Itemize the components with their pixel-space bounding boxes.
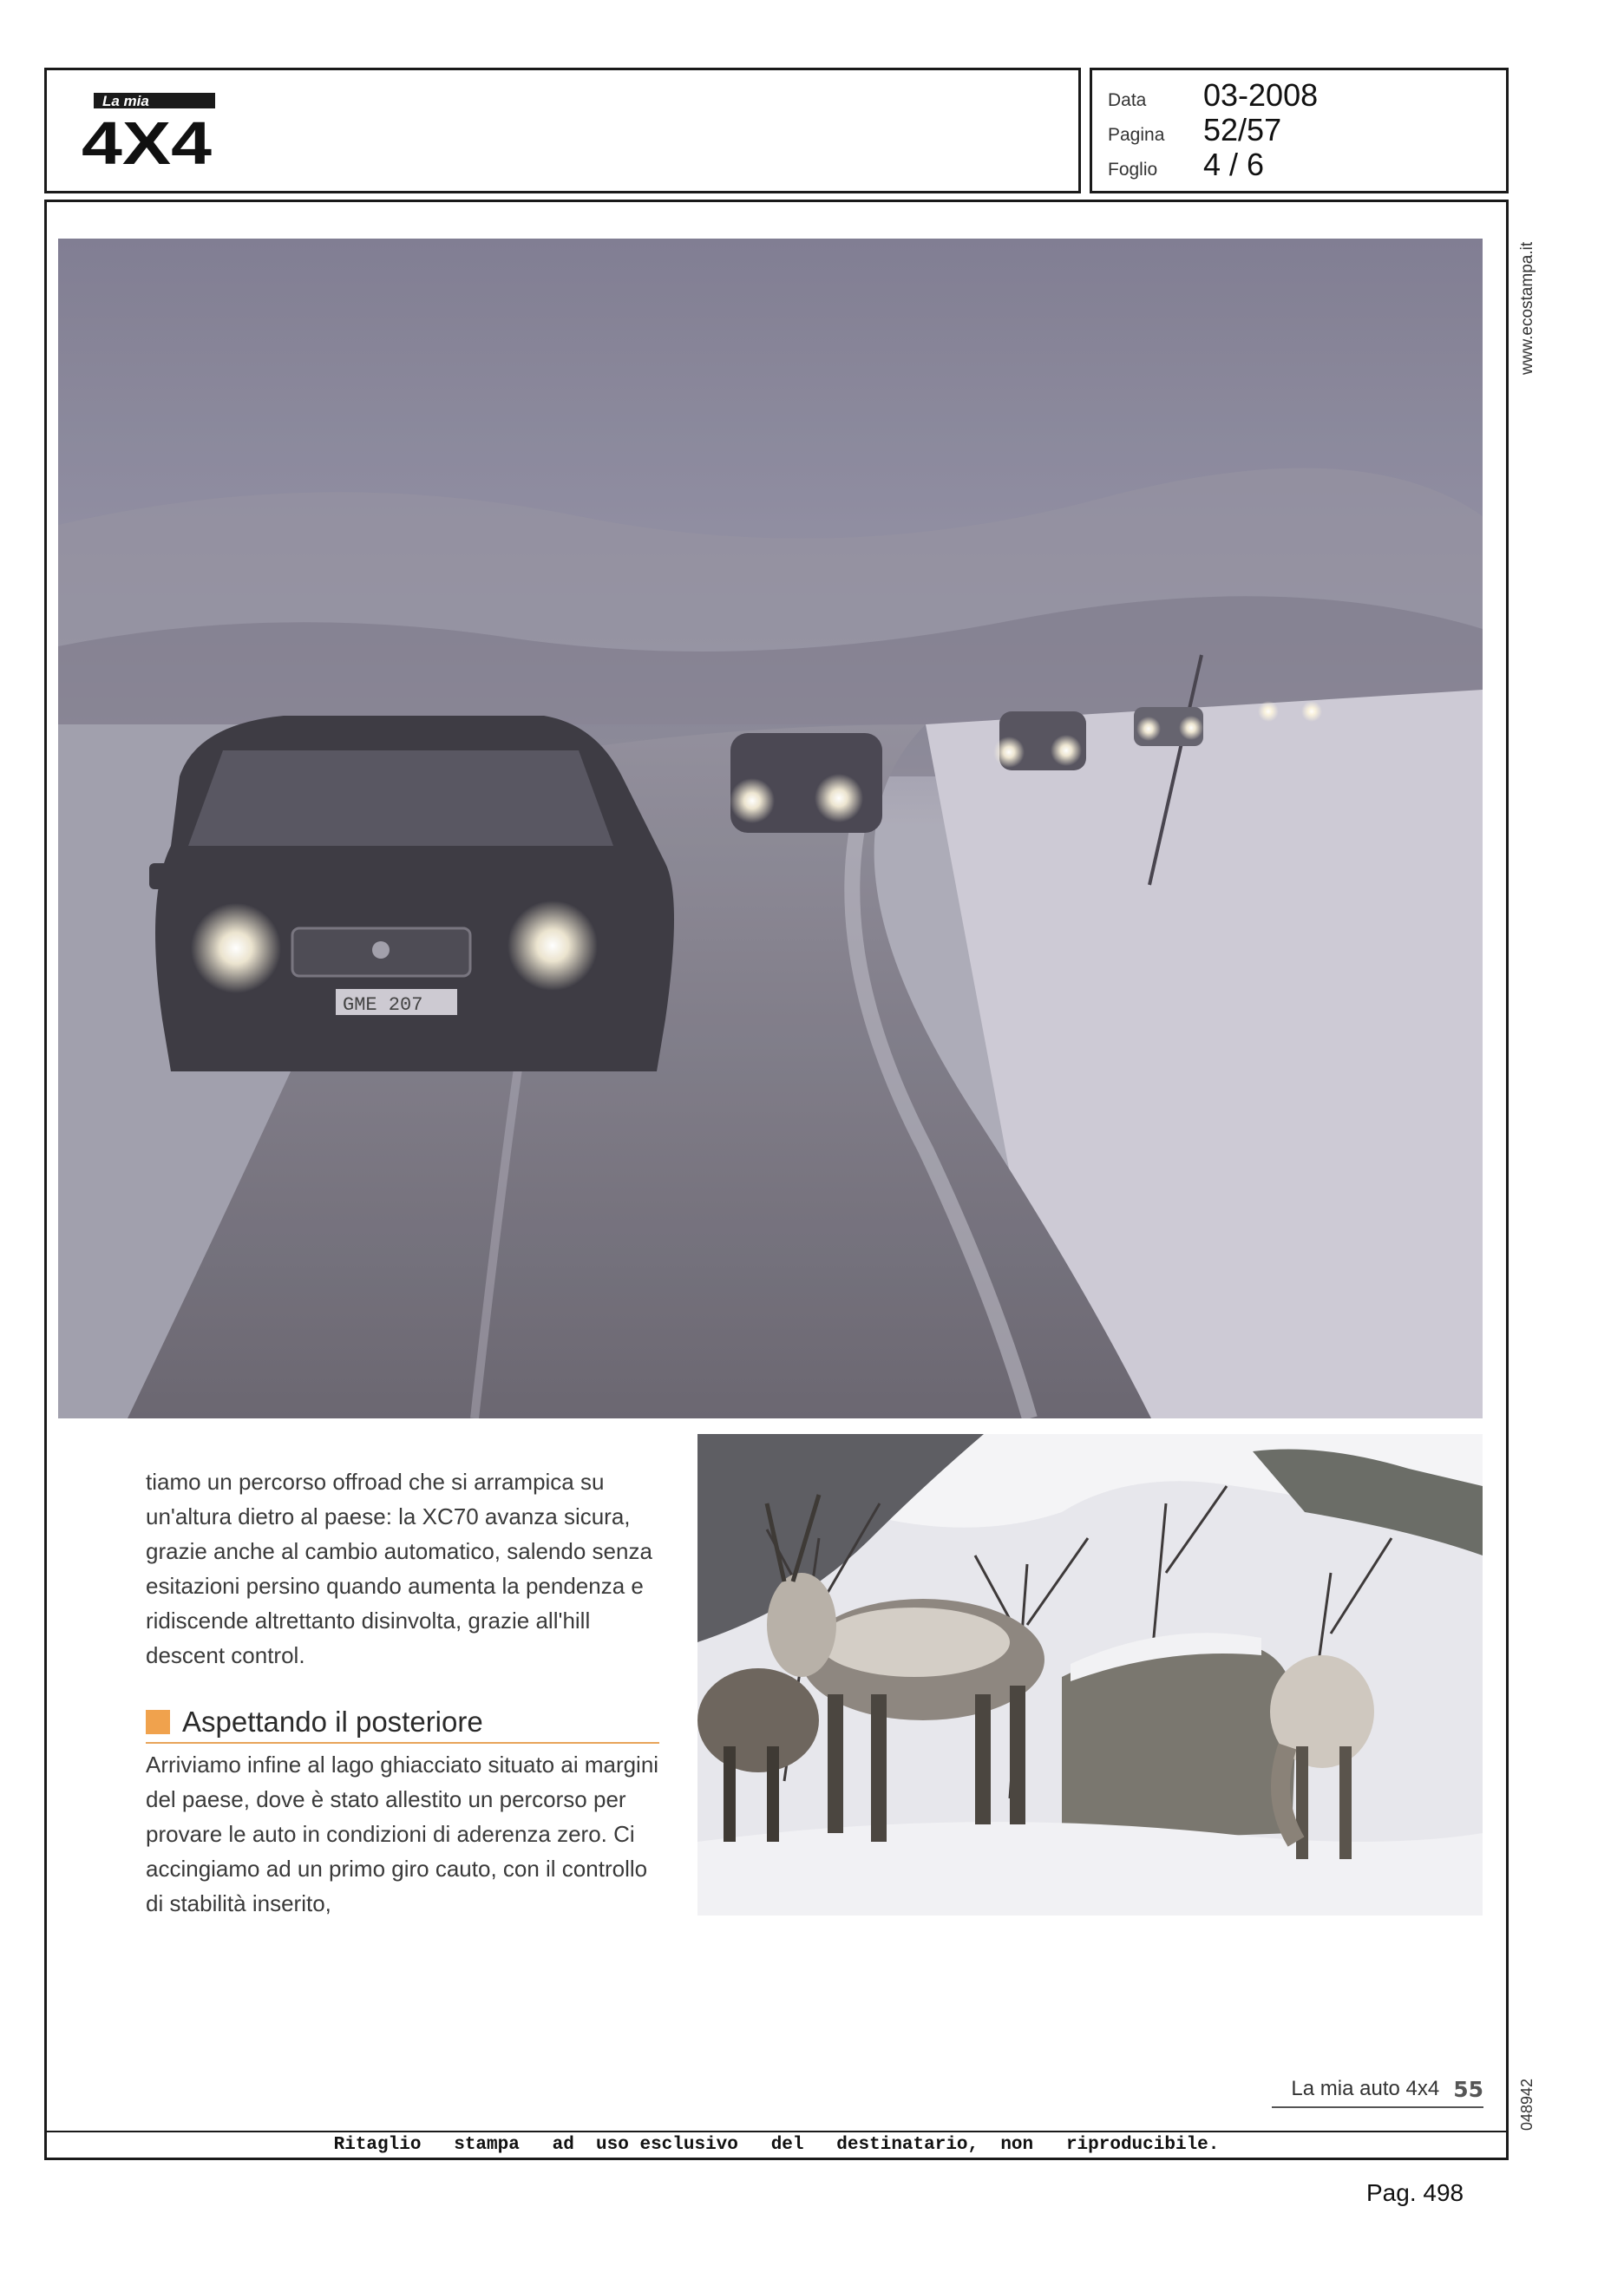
section-heading xyxy=(146,1702,659,1744)
section-heading-text: Aspettando il posteriore xyxy=(182,1706,483,1738)
photo-reindeer xyxy=(697,1434,1483,1916)
heading-square-icon xyxy=(146,1710,170,1734)
meta-date-value: 03-2008 xyxy=(1203,77,1319,113)
meta-sheet-row xyxy=(1108,147,1264,183)
meta-page-label: Pagina xyxy=(1108,125,1165,145)
folio-page-number: 55 xyxy=(1453,2076,1483,2102)
page-number: Pag. 498 xyxy=(1366,2179,1464,2206)
disclaimer-text: Ritaglio stampa ad uso esclusivo del destinatario, non riproducibile. xyxy=(333,2135,1220,2155)
article-paragraph-1: tiamo un percorso offroad che si arrampica su un'altura dietro al paese: la XC70 avanza sicura, grazie anche al cambio automatico, salendo senza esitazioni persino quando aumenta la pendenza e ridiscende altrettanto disinvolta, grazie all'hill descent control. xyxy=(146,1469,652,1668)
article-column xyxy=(146,1464,666,1921)
folio-magazine-name: La mia auto 4x4 xyxy=(1291,2077,1440,2100)
license-plate-text: GME 207 xyxy=(343,994,423,1016)
meta-date-label: Data xyxy=(1108,90,1147,110)
logo-top-text: La mia xyxy=(102,93,149,109)
photo-cars-snow-road xyxy=(58,239,1483,1418)
sidebar-url-text: www.ecostampa.it xyxy=(1518,241,1536,375)
meta-sheet-label: Foglio xyxy=(1108,160,1158,180)
logo-main-text: 4X4 xyxy=(82,109,213,169)
meta-page-value: 52/57 xyxy=(1203,112,1282,147)
header-logo-box xyxy=(44,68,1081,193)
disclaimer-strip xyxy=(44,2131,1509,2160)
magazine-logo xyxy=(82,91,220,169)
sidebar-url xyxy=(1509,200,1544,390)
header-meta-box xyxy=(1090,68,1509,193)
folio xyxy=(1272,2072,1483,2108)
article-paragraph-2: Arriviamo infine al lago ghiacciato situato ai margini del paese, dove è stato allestito un percorso per provare le auto in condizioni di aderenza zero. Ci accingiamo ad un primo giro cauto, con il controllo di stabilità inserito, xyxy=(146,1752,659,1916)
meta-sheet-value: 4 / 6 xyxy=(1203,147,1265,182)
sidebar-code xyxy=(1509,2065,1544,2143)
sidebar-code-text: 048942 xyxy=(1518,2078,1536,2131)
meta-page-row xyxy=(1108,112,1281,148)
meta-date-row xyxy=(1108,77,1318,114)
